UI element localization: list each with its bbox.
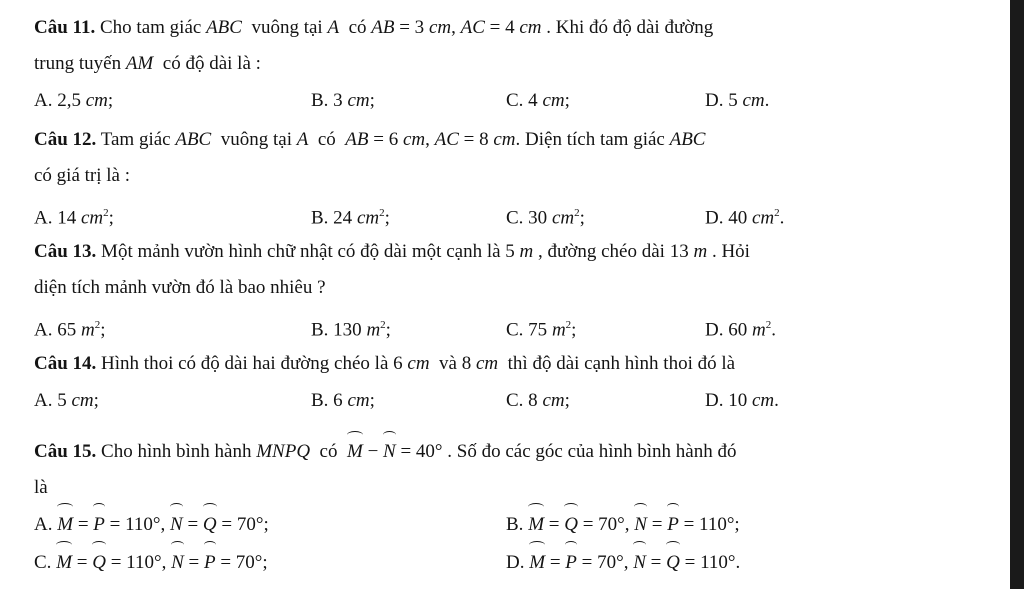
- question-15-line-1: Câu 15. Cho hình bình hành MNPQ có M − N = 40° . Số đo các góc của hình bình hành đó: [34, 434, 974, 470]
- option-c[interactable]: C. 8 cm;: [506, 390, 570, 411]
- option-d[interactable]: D. 40 $cm^2$.: [705, 207, 785, 229]
- question-12-label: Câu 12.: [34, 129, 97, 150]
- question-12-line-1: Câu 12. Tam giác ABC vuông tại A có AB = 6 cm, AC = 8 cm. Diện tích tam giác ABC: [34, 129, 706, 150]
- question-14: [34, 346, 974, 420]
- question-13: [34, 234, 974, 344]
- question-13-options: [34, 306, 974, 344]
- question-15-line-2: là: [34, 477, 48, 498]
- option-c[interactable]: C. 30 $cm^2$;: [506, 207, 585, 229]
- question-13-line-1: Câu 13. Một mảnh vườn hình chữ nhật có độ dài một cạnh là 5 m , đường chéo dài 13 m . Hỏi: [34, 241, 750, 262]
- question-11-line-2: trung tuyến AM có độ dài là :: [34, 53, 261, 74]
- question-12: [34, 122, 974, 232]
- question-15-label: Câu 15.: [34, 441, 97, 462]
- option-a[interactable]: A. 65 $m^2$;: [34, 319, 106, 341]
- option-b[interactable]: B. 6 cm;: [311, 390, 375, 411]
- question-12-line-2: có giá trị là :: [34, 165, 131, 186]
- option-b[interactable]: B. 24 $cm^2$;: [311, 207, 390, 229]
- question-13-label: Câu 13.: [34, 241, 97, 262]
- question-12-options: [34, 194, 974, 232]
- option-d[interactable]: D. 5 cm.: [705, 90, 770, 111]
- option-b[interactable]: B. 130 $m^2$;: [311, 319, 391, 341]
- option-d[interactable]: D. 60 $m^2$.: [705, 319, 776, 341]
- option-a[interactable]: A. M = P = 110°, N = Q = 70°;: [34, 506, 269, 544]
- question-14-line-1: Câu 14. Hình thoi có độ dài hai đường chéo là 6 cm và 8 cm thì độ dài cạnh hình thoi đó là: [34, 353, 736, 374]
- question-14-options: [34, 382, 974, 420]
- question-14-label: Câu 14.: [34, 353, 97, 374]
- option-c[interactable]: C. 4 cm;: [506, 90, 570, 111]
- option-a[interactable]: A. 2,5 cm;: [34, 90, 114, 111]
- question-11-line-1: Câu 11. Cho tam giác ABC vuông tại A có AB = 3 cm, AC = 4 cm . Khi đó độ dài đường: [34, 17, 714, 38]
- option-a[interactable]: A. 5 cm;: [34, 390, 99, 411]
- question-11-label: Câu 11.: [34, 17, 96, 38]
- option-b[interactable]: B. M = Q = 70°, N = P = 110°;: [506, 506, 740, 544]
- question-15-options-row-1: [34, 506, 974, 544]
- question-11-options: [34, 82, 974, 120]
- option-b[interactable]: B. 3 cm;: [311, 90, 375, 111]
- option-a[interactable]: A. 14 $cm^2$;: [34, 207, 114, 229]
- option-d[interactable]: D. M = P = 70°, N = Q = 110°.: [506, 544, 740, 582]
- dark-edge-strip: [1010, 0, 1024, 589]
- question-15-options-row-2: [34, 544, 974, 582]
- question-15: [34, 434, 974, 582]
- option-d[interactable]: D. 10 cm.: [705, 390, 779, 411]
- question-13-line-2: diện tích mảnh vườn đó là bao nhiêu ?: [34, 277, 326, 298]
- option-c[interactable]: C. M = Q = 110°, N = P = 70°;: [34, 544, 268, 582]
- question-11: [34, 10, 974, 120]
- option-c[interactable]: C. 75 $m^2$;: [506, 319, 577, 341]
